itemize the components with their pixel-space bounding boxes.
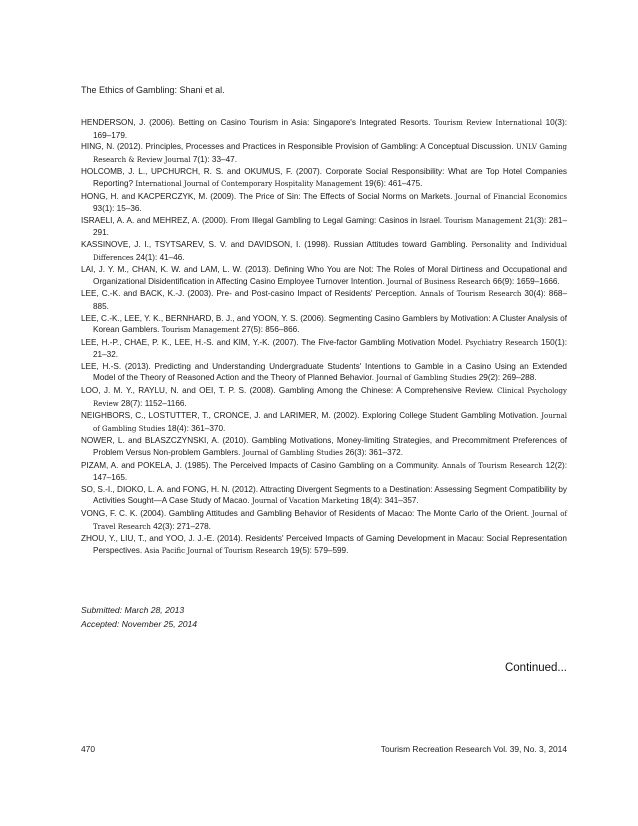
submitted-date: Submitted: March 28, 2013 [81,605,185,615]
reference-text: LEE, C.-K., LEE, Y. K., BERNHARD, B. J., and YOON, Y. S. (2006). Segmenting Casino Gamblers by Motivation: A Cluster Analysis of Korean Gamblers. [81,313,567,335]
reference-journal: Journal of Financial Economics [455,192,567,201]
reference-volume: 29(2): 269–288. [476,373,537,383]
reference-text: VONG, F. C. K. (2004). Gambling Attitudes and Gambling Behavior of Residents of Macao: The Monte Carlo of the Orient. [81,509,532,518]
reference-journal: Tourism Management [161,326,240,335]
reference-volume: 21(3): 281–291. [93,215,568,238]
reference-text: LEE, H.-S. (2013). Predicting and Understanding Undergraduate Students' Intentions to Gamble in a Casino Using an Extended Model of the Theory of Reasoned Action and the Theory of Planned Behavior. [81,361,567,383]
reference-volume: 18(4): 341–357. [358,496,419,506]
journal-info: Tourism Recreation Research Vol. 39, No. 3, 2014 [380,744,567,754]
reference-journal: Journal of Gambling Studies [242,449,343,458]
reference-volume: 27(5): 856–866. [239,325,300,335]
reference-item [81,533,567,557]
reference-item [81,361,567,385]
reference-item [81,239,567,264]
reference-item [81,313,567,337]
reference-text: NOWER, L. and BLASZCZYNSKI, A. (2010). Gambling Motivations, Money-limiting Strategies, and Precommitment Preferences of Problem Versus Non-problem Gamblers. [81,436,567,458]
reference-item [81,337,567,361]
reference-volume: 28(7): 1152–1166. [118,398,187,408]
reference-journal: Annals of Tourism Research [419,290,522,299]
reference-journal: Journal of Travel Research [93,510,568,531]
reference-item [81,141,567,166]
manuscript-dates [81,603,197,631]
reference-journal: International Journal of Contemporary Hospitality Management [135,179,363,188]
reference-item [81,117,567,141]
reference-item [81,508,567,533]
reference-volume: 19(5): 579–599. [288,545,349,555]
reference-text: ZHOU, Y., LIU, T., and YOO, J. J.-E. (2014). Residents' Perceived Impacts of Gaming Development in Macau: Social Representation Perspectives. [81,534,567,555]
reference-volume: 24(1): 41–46. [133,252,185,262]
reference-text: LAI, J. Y. M., CHAN, K. W. and LAM, L. W. (2013). Defining Who You are Not: The Roles of Moral Dirtiness and Occupational and Organizational Disidentification in Affecting Casino Employee Turnover Intention. [81,265,567,286]
reference-volume: 12(2): 147–165. [93,460,567,483]
reference-journal: Psychiatry Research [465,338,539,347]
reference-journal: Annals of Tourism Research [441,461,543,470]
reference-volume: 42(3): 271–278. [150,521,211,531]
reference-text: HONG, H. and KACPERCZYK, M. (2009). The Price of Sin: The Effects of Social Norms on Markets. [81,191,456,201]
reference-text: LEE, C.-K. and BACK, K.-J. (2003). Pre- and Post-casino Impact of Residents' Perception. [81,289,420,299]
reference-item [81,215,567,239]
reference-item [81,264,567,288]
accepted-date: Accepted: November 25, 2014 [81,619,198,629]
reference-journal: Journal of Business Research [386,277,491,286]
reference-item [81,484,567,508]
reference-journal: Journal of Gambling Studies [93,412,567,433]
reference-text: KASSINOVE, J. I., TSYTSAREV, S. V. and DAVIDSON, I. (1998). Russian Attitudes toward Gambling. [81,239,472,249]
reference-journal: Tourism Management [444,216,523,225]
reference-journal: Clinical Psychology Review [93,387,567,408]
reference-item [81,191,567,215]
reference-journal: Personality and Individual Differences [93,240,567,262]
reference-volume: 18(4): 361–370. [165,423,226,433]
reference-item [81,288,567,312]
reference-text: HOLCOMB, J. L., UPCHURCH, R. S. and OKUMUS, F. (2007). Corporate Social Responsibility: What are Top Hotel Companies Reporting? [81,167,567,188]
reference-volume: 150(1): 21–32. [93,337,567,360]
page-number: 470 [81,744,95,754]
reference-volume: 93(1): 15–36. [93,204,142,214]
reference-volume: 66(9): 1659–1666. [490,276,560,286]
reference-text: LOO, J. M. Y., RAYLU, N. and OEI, T. P. S. (2008). Gambling Among the Chinese: A Comprehensive Review. [81,386,498,396]
reference-text: SO, S.-I., DIOKO, L. A. and FONG, H. N. (2012). Attracting Divergent Segments to a Destination: Assessing Segment Compatibility by Activities Sought—A Case Study of Macao. [81,484,567,506]
reference-item [81,435,567,459]
reference-text: LEE, H.-P., CHAE, P. K., LEE, H.-S. and KIM, Y.-K. (2007). The Five-factor Gambling Motivation Model. [81,337,466,347]
reference-volume: 10(3): 169–179. [93,118,567,140]
reference-text: HING, N. (2012). Principles, Processes and Practices in Responsible Provision of Gambling: A Conceptual Discussion. [81,142,516,152]
reference-item [81,460,567,484]
reference-journal: Journal of Vacation Marketing [251,497,359,506]
reference-volume: 30(4): 868–885. [93,289,568,311]
reference-item [81,166,567,190]
reference-text: NEIGHBORS, C., LOSTUTTER, T., CRONCE, J. and LARIMER, M. (2002). Exploring College Student Gambling Motivation. [81,411,542,421]
reference-journal: Tourism Review International [434,119,542,127]
reference-journal: UNLV Gaming Research & Review Journal [93,143,567,164]
reference-item [81,410,567,435]
reference-journal: Journal of Gambling Studies [376,374,477,383]
reference-journal: Asia Pacific Journal of Tourism Research [144,546,289,555]
reference-volume: 7(1): 33–47. [190,154,237,164]
continued-label: Continued... [504,662,567,674]
reference-text: PIZAM, A. and POKELA, J. (1985). The Perceived Impacts of Casino Gambling on a Community. [81,460,442,470]
reference-volume: 26(3): 361–372. [342,448,404,458]
reference-list [81,117,567,557]
running-head: The Ethics of Gambling: Shani et al. [81,85,225,95]
reference-text: HENDERSON, J. (2006). Betting on Casino Tourism in Asia: Singapore's Integrated Resorts. [81,118,435,127]
reference-item [81,385,567,410]
reference-text: ISRAELI, A. A. and MEHREZ, A. (2000). From Illegal Gambling to Legal Gaming: Casinos in Israel. [81,215,445,225]
reference-volume: 19(6): 461–475. [362,178,423,188]
